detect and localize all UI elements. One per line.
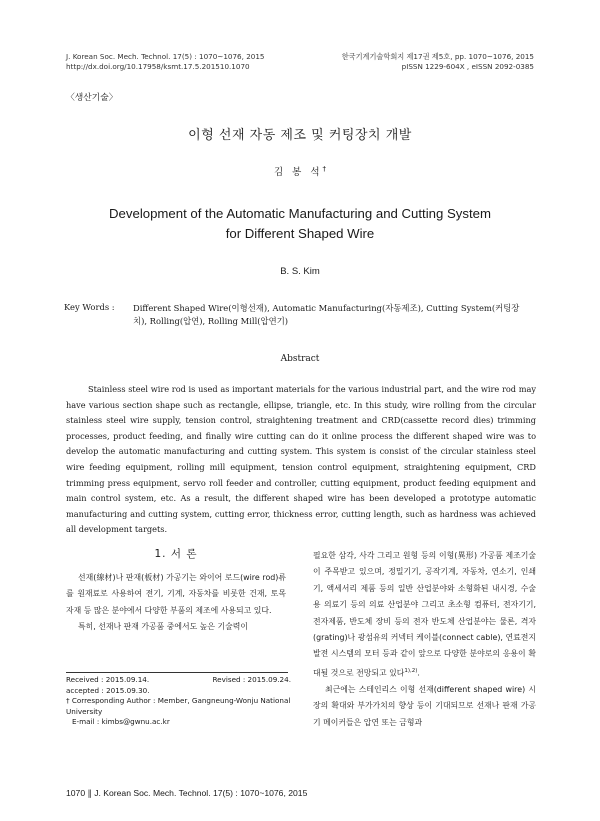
author-name: 김 봉 석	[273, 167, 323, 178]
doi-link[interactable]: http://dx.doi.org/10.17958/ksmt.17.5.201510.1070	[66, 62, 250, 71]
page-footer: 1070 ∥ J. Korean Soc. Mech. Technol. 17(5) : 1070~1076, 2015	[66, 788, 308, 798]
title-english-line1: Development of the Automatic Manufacturing and Cutting System	[109, 206, 491, 221]
journal-citation-right	[342, 52, 534, 72]
category-label: 〈생산기술〉	[66, 93, 118, 103]
reference-marker[interactable]: 1),2)	[404, 667, 418, 674]
citation-line: J. Korean Soc. Mech. Technol. 17(5) : 1070~1076, 2015	[66, 52, 265, 61]
author-english: B. S. Kim	[280, 266, 320, 277]
author-korean	[0, 164, 600, 178]
paragraph: 특히, 선재나 판재 가공품 중에서도 높은 기술력이	[78, 622, 249, 632]
title-english	[0, 204, 600, 244]
abstract-title: Abstract	[280, 354, 320, 364]
issn-line: pISSN 1229-604X , eISSN 2092-0385	[401, 62, 534, 71]
paragraph: 최근에는 스테인리스 이형 선재(different shaped wire) 시장의 확대와 부가가치의 향상 등이 기대되므로 선재나 판재 가공기 메이커들은 압연 또는 금형과	[313, 684, 536, 727]
corresponding-author: † Corresponding Author : Member, Gangneung-Wonju National University	[66, 696, 291, 716]
title-korean: 이형 선재 자동 제조 및 커팅장치 개발	[188, 128, 412, 143]
footnote-divider	[66, 672, 288, 673]
column-right	[313, 548, 536, 731]
journal-citation-left	[66, 52, 265, 72]
paragraph	[313, 548, 536, 682]
section-heading-introduction: 1. 서 론	[154, 548, 198, 560]
citation-line-ko: 한국기계기술학회지 제17권 제5호, pp. 1070~1076, 2015	[341, 52, 534, 61]
author-email[interactable]: E-mail : kimbs@gwnu.ac.kr	[72, 717, 170, 727]
footnote-dates	[66, 675, 291, 686]
keywords-text: Different Shaped Wire(이형선재), Automatic Manufacturing(자동제조), Cutting System(커팅장치), Rolling(압연), Rolling Mill(압연기)	[133, 303, 520, 326]
footnote-block	[66, 675, 291, 728]
corresponding-mark: †	[322, 164, 327, 173]
paragraph-text: 필요한 삼각, 사각 그리고 원형 등의 이형(異形) 가공품 제조기술이 주목받고 있으며, 정밀기기, 공작기계, 자동차, 연소기, 인쇄기, 액세서리 제품 등의 일반 산업분야와 소형화된 내시경, 수술용 의료기 등의 의료 산업분야 그리고 초소형 컴퓨터, 전자기기, 전자제품, 반도체 장비 등의 전자 반도체 산업분야는 물론, 격자(grating)나 광섬유의 커넥터 케이블(connect cable), 연료전지 발전 시스템의 모터 등과 같이 앞으로 다양한 분야로의 응용이 확대될 것으로 전망되고 있다	[313, 551, 536, 678]
paragraph: 선재(線材)나 판재(板材) 가공기는 와이어 로드(wire rod)류를 원재료로 사용하여 전기, 기계, 자동차를 비롯한 건재, 토목 자재 등 많은 분야에서 다양한 부품의 제조에 사용되고 있다.	[66, 573, 286, 615]
column-left	[66, 570, 286, 636]
accepted-date: accepted : 2015.09.30.	[66, 685, 150, 695]
received-date: Received : 2015.09.14.	[66, 675, 150, 684]
keywords-label: Key Words :	[64, 302, 115, 312]
title-english-line2: for Different Shaped Wire	[225, 226, 375, 241]
sentence-end: .	[417, 668, 420, 678]
abstract-body: Stainless steel wire rod is used as important materials for the various industrial part, and the wire rod may have various section shape such as rectangle, ellipse, triangle, etc. In this study, wire rolling from the circular stainless steel wire supply, tension control, straightening treatment and CRD(cassette record dies) trimming processes, product feeding, and finally wire cutting can do it online process the different shaped wire was to develop the automatic manufacturing and cutting system. This system is consist of the circular stainless steel wire feeding equipment, rolling mill equipment, tension control equipment, straightening equipment, CRD trimming press equipment, servo roll feeder and controller, cutting equipment, product feeding equipment and main control system, etc. As a result, the different shaped wire has been developed a prototype automatic manufacturing and cutting system, cutting error, thickness error, cutting length, such as hardness was achieved all development targets.	[66, 384, 536, 535]
revised-date: Revised : 2015.09.24.	[212, 675, 291, 684]
